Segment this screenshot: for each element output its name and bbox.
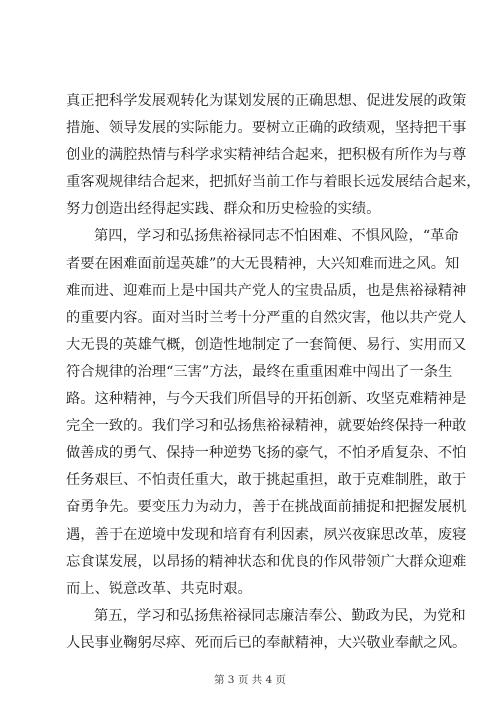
text-line: 任务艰巨、不怕责任重大，敢于挑起重担，敢于克难制胜，敢于 — [66, 472, 467, 489]
text-line: 遇，善于在逆境中发现和培育有利因素，夙兴夜寐思改革，废寝 — [66, 526, 467, 543]
text-line: 奋勇争先。要变压力为动力，善于在挑战面前捕捉和把握发展机 — [66, 499, 467, 516]
text-line: 创业的满腔热情与科学求实精神结合起来，把积极有所作为与尊 — [66, 147, 467, 164]
paragraph-1 — [66, 88, 481, 223]
paragraph-2 — [66, 223, 467, 602]
text-line: 忘食谋发展，以昂扬的精神状态和优良的作风带领广大群众迎难 — [66, 553, 467, 570]
document-body — [66, 88, 481, 657]
text-line: 大无畏的英雄气概，创造性地制定了一套简便、易行、实用而又 — [66, 336, 467, 353]
text-line: 的重要内容。面对当时兰考十分严重的自然灾害，他以共产党人 — [66, 309, 467, 326]
text-line: 符合规律的治理“三害”方法，最终在重重困难中闯出了一条生 — [66, 363, 453, 380]
text-line: 而上、锐意改革、共克时艰。 — [66, 580, 252, 597]
text-line: 人民事业鞠躬尽瘁、死而后已的奉献精神，大兴敬业奉献之风。 — [66, 634, 467, 651]
text-line: 难而进、迎难而上是中国共产党人的宝贵品质，也是焦裕禄精神 — [66, 282, 467, 299]
text-line: 重客观规律结合起来，把抓好当前工作与着眼长远发展结合起来， — [66, 174, 481, 191]
text-line: 者要在困难面前逞英雄”的大无畏精神，大兴知难而进之风。知 — [66, 255, 460, 272]
text-line: 完全一致的。我们学习和弘扬焦裕禄精神，就要始终保持一种敢 — [66, 418, 467, 435]
text-line: 真正把科学发展观转化为谋划发展的正确思想、促进发展的政策 — [66, 93, 467, 109]
text-line: 第五，学习和弘扬焦裕禄同志廉洁奉公、勤政为民，为党和 — [94, 607, 466, 624]
paragraph-3 — [66, 603, 467, 657]
text-line: 做善成的勇气、保持一种逆势飞扬的豪气，不怕矛盾复杂、不怕 — [66, 445, 467, 462]
text-line: 措施、领导发展的实际能力。要树立正确的政绩观，坚持把干事 — [66, 120, 467, 137]
text-line: 努力创造出经得起实践、群众和历史检验的实绩。 — [66, 201, 381, 218]
text-line: 第四，学习和弘扬焦裕禄同志不怕困难、不惧风险，“革命 — [94, 228, 459, 245]
text-line: 路。这种精神，与今天我们所倡导的开拓创新、攻坚克难精神是 — [66, 391, 467, 408]
page-number-footer: 第 3 页 共 4 页 — [213, 674, 287, 686]
